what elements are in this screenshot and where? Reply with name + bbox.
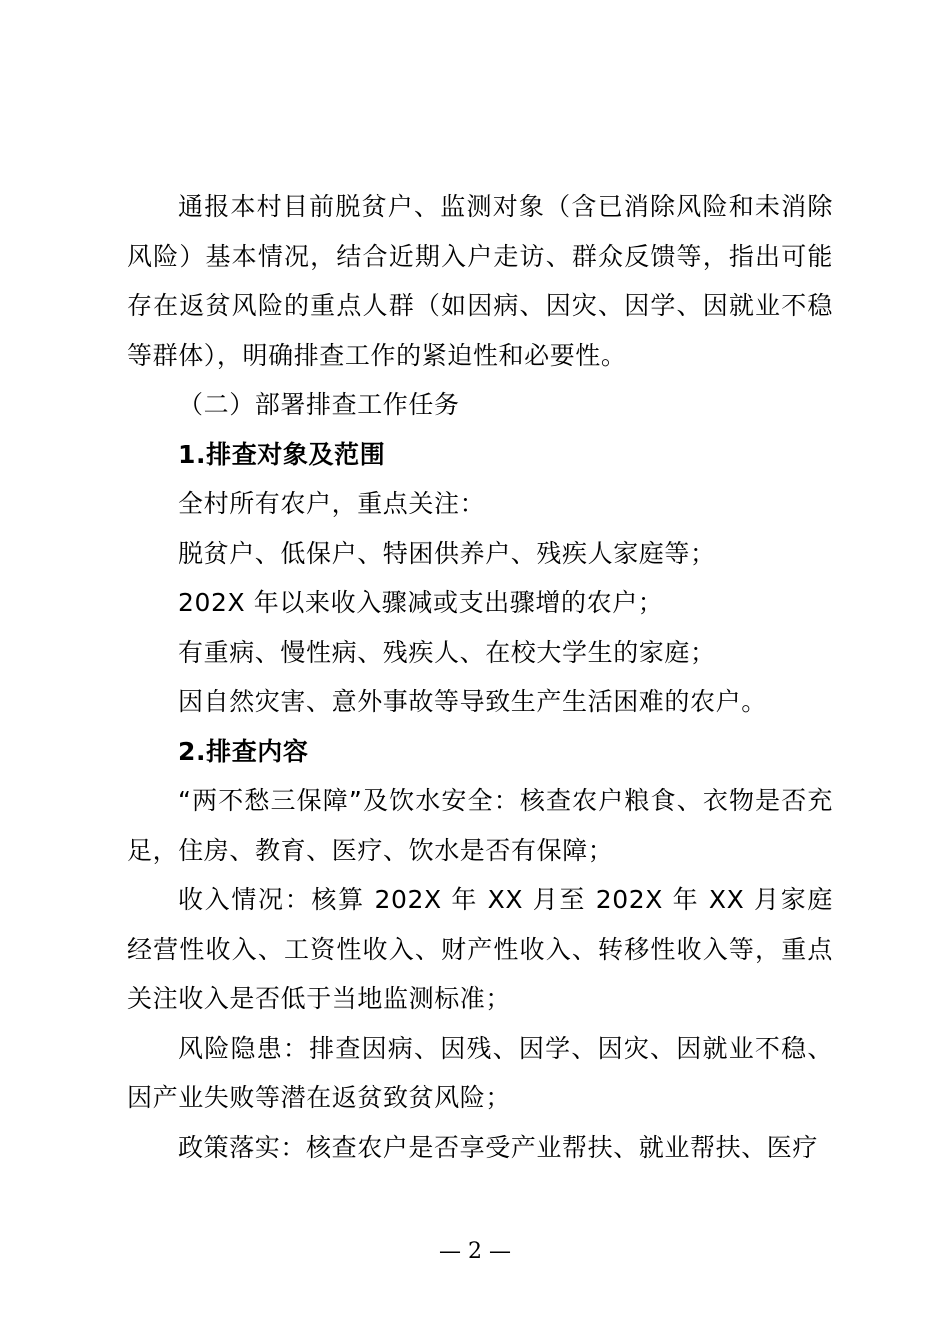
paragraph-intro: 通报本村目前脱贫户、监测对象（含已消除风险和未消除风险）基本情况，结合近期入户走访、群众反馈等，指出可能存在返贫风险的重点人群（如因病、因灾、因学、因就业不稳等群体），明确排查工作的紧迫性和必要性。	[127, 192, 833, 370]
paragraph-scope-all-households: 全村所有农户，重点关注：	[178, 489, 486, 518]
list-item-scope-2: 202X 年以来收入骤减或支出骤增的农户；	[178, 588, 664, 617]
subheading-scope: 1.排查对象及范围	[178, 439, 386, 469]
paragraph-content-risks: 风险隐患：排查因病、因残、因学、因灾、因就业不稳、因产业失败等潜在返贫致贫风险；	[127, 1033, 833, 1112]
paragraph-content-income: 收入情况：核算 202X 年 XX 月至 202X 年 XX 月家庭经营性收入、工资性收入、财产性收入、转移性收入等，重点关注收入是否低于当地监测标准；	[127, 885, 833, 1013]
list-item-scope-4: 因自然灾害、意外事故等导致生产生活困难的农户。	[178, 687, 767, 716]
list-item-scope-1: 脱贫户、低保户、特困供养户、残疾人家庭等；	[178, 538, 716, 568]
page-number: — 2 —	[439, 1239, 511, 1264]
section-heading-deploy-tasks: （二）部署排查工作任务	[178, 390, 460, 419]
document-body	[127, 182, 833, 1172]
list-item-scope-3: 有重病、慢性病、残疾人、在校大学生的家庭；	[178, 637, 716, 667]
paragraph-content-policy: 政策落实：核查农户是否享受产业帮扶、就业帮扶、医疗	[178, 1132, 819, 1162]
paragraph-content-guarantees: “两不愁三保障”及饮水安全：核查农户粮食、衣物是否充足，住房、教育、医疗、饮水是否有保障；	[127, 786, 833, 865]
subheading-content: 2.排查内容	[178, 736, 309, 766]
